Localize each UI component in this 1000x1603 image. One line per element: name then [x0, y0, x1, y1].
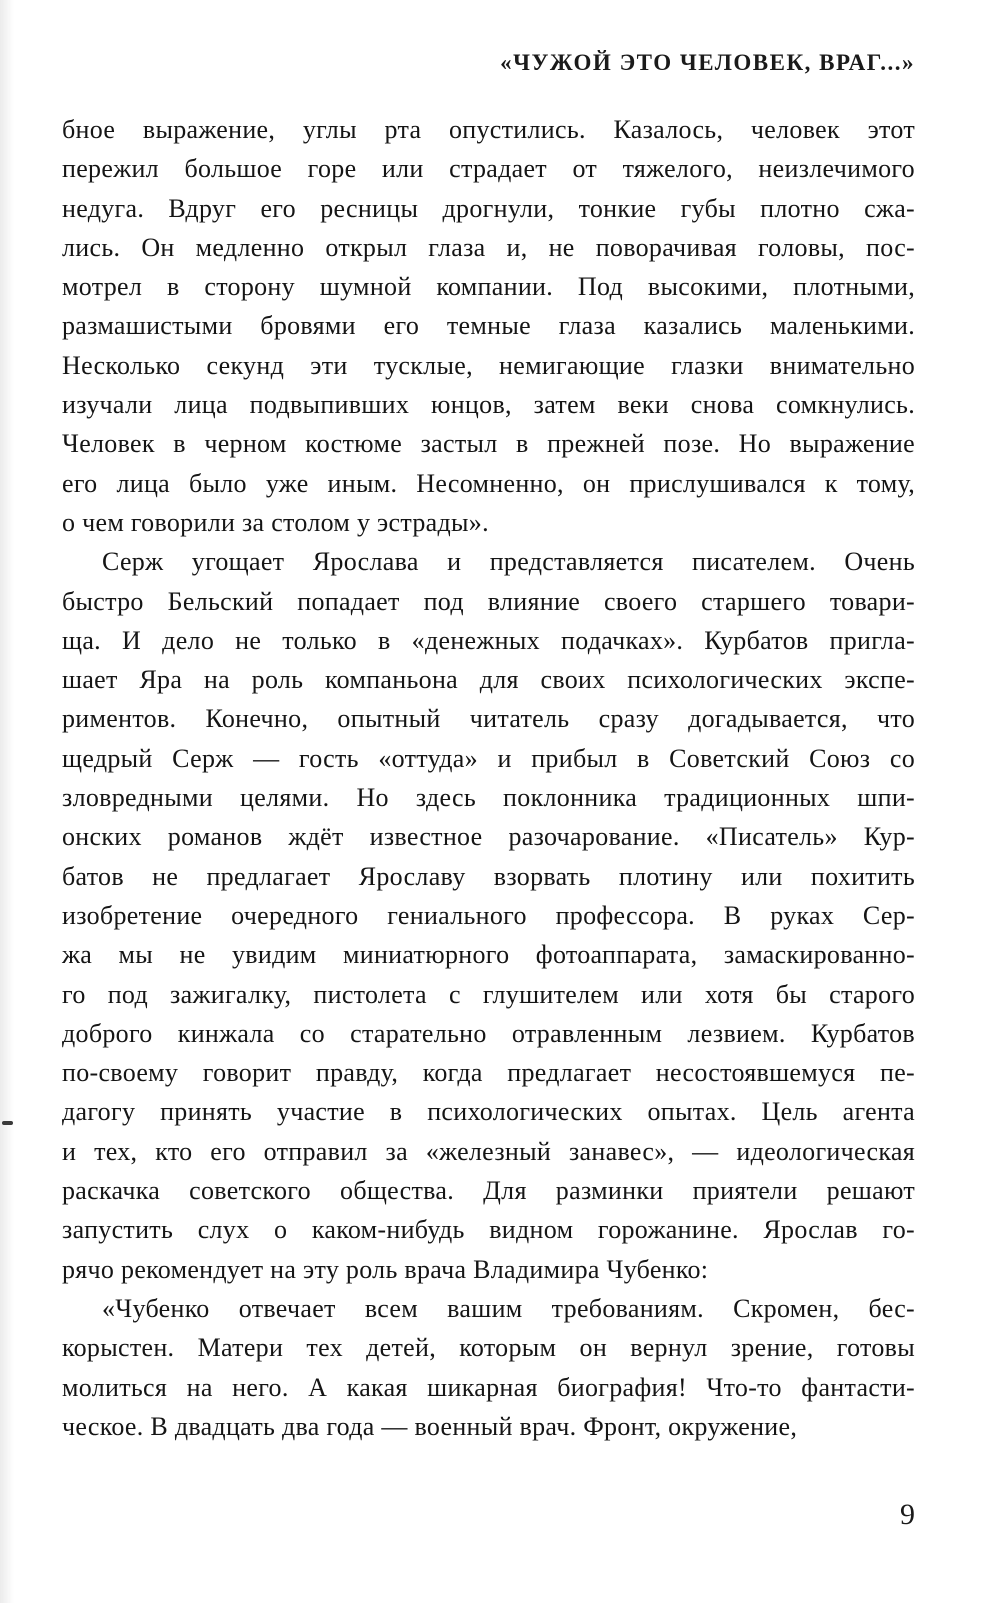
- text-line: недуга. Вдруг его ресницы дрогнули, тонкие губы плотно сжа-: [62, 193, 915, 223]
- text-line: зловредными целями. Но здесь поклонника традиционных шпи-: [62, 783, 915, 813]
- text-line: о чем говорили за столом у эстрады».: [62, 507, 489, 537]
- page-number: 9: [900, 1498, 915, 1531]
- text-line: Несколько секунд эти тусклые, немигающие глазки внимательно: [62, 350, 915, 380]
- text-line: по-своему говорит правду, когда предлагает несостоявшемуся пе-: [62, 1058, 915, 1088]
- text-line: запустить слух о каком-нибудь видном горожанине. Ярослав го-: [62, 1215, 915, 1245]
- text-line: корыстен. Матери тех детей, которым он вернул зрение, готовы: [62, 1333, 915, 1363]
- paragraph: [62, 110, 915, 542]
- text-line: Серж угощает Ярослава и представляется писателем. Очень: [102, 547, 915, 577]
- text-line: пережил большое горе или страдает от тяжелого, неизлечимого: [62, 154, 915, 184]
- body-text: [62, 110, 915, 1446]
- text-line: и тех, кто его отправил за «железный занавес», — идеологическая: [62, 1136, 915, 1166]
- paragraph: [62, 1289, 915, 1446]
- text-line: изобретение очередного гениального профессора. В руках Сер-: [62, 900, 915, 930]
- text-line: быстро Бельский попадает под влияние своего старшего товари-: [62, 586, 915, 616]
- text-line: Человек в черном костюме застыл в прежней позе. Но выражение: [62, 429, 915, 459]
- text-line: размашистыми бровями его темные глаза казались маленькими.: [62, 311, 915, 341]
- text-line: жа мы не увидим миниатюрного фотоаппарата, замаскированно-: [62, 940, 915, 970]
- text-line: изучали лица подвыпивших юнцов, затем веки снова сомкнулись.: [62, 390, 915, 420]
- running-header: «ЧУЖОЙ ЭТО ЧЕЛОВЕК, ВРАГ...»: [500, 50, 915, 75]
- paragraph: [62, 542, 915, 1289]
- text-line: онских романов ждёт известное разочарование. «Писатель» Кур-: [62, 822, 915, 852]
- text-line: молиться на него. А какая шикарная биография! Что-то фантасти-: [62, 1372, 915, 1402]
- text-line: ческое. В двадцать два года — военный врач. Фронт, окружение,: [62, 1411, 798, 1441]
- text-line: батов не предлагает Ярославу взорвать плотину или похитить: [62, 861, 915, 891]
- text-line: го под зажигалку, пистолета с глушителем или хотя бы старого: [62, 979, 915, 1009]
- text-line: «Чубенко отвечает всем вашим требованиям. Скромен, бес-: [102, 1293, 915, 1323]
- text-line: дагогу принять участие в психологических опытах. Цель агента: [62, 1097, 915, 1127]
- text-line: бное выражение, углы рта опустились. Казалось, человек этот: [62, 115, 915, 144]
- text-line: доброго кинжала со старательно отравленным лезвием. Курбатов: [62, 1018, 915, 1048]
- text-line: щедрый Серж — гость «оттуда» и прибыл в Советский Союз со: [62, 743, 915, 773]
- text-line: мотрел в сторону шумной компании. Под высокими, плотными,: [62, 272, 915, 302]
- text-line: рячо рекомендует на эту роль врача Владимира Чубенко:: [62, 1254, 709, 1284]
- text-line: раскачка советского общества. Для разминки приятели решают: [62, 1176, 915, 1206]
- text-line: лись. Он медленно открыл глаза и, не поворачивая головы, пос-: [62, 232, 915, 262]
- text-line: ща. И дело не только в «денежных подачках». Курбатов пригла-: [62, 625, 915, 655]
- text-line: его лица было уже иным. Несомненно, он прислушивался к тому,: [62, 468, 915, 498]
- text-line: шает Яра на роль компаньона для своих психологических экспе-: [62, 665, 915, 695]
- scan-artifact-dash: [2, 1121, 13, 1125]
- text-line: риментов. Конечно, опытный читатель сразу догадывается, что: [62, 704, 915, 734]
